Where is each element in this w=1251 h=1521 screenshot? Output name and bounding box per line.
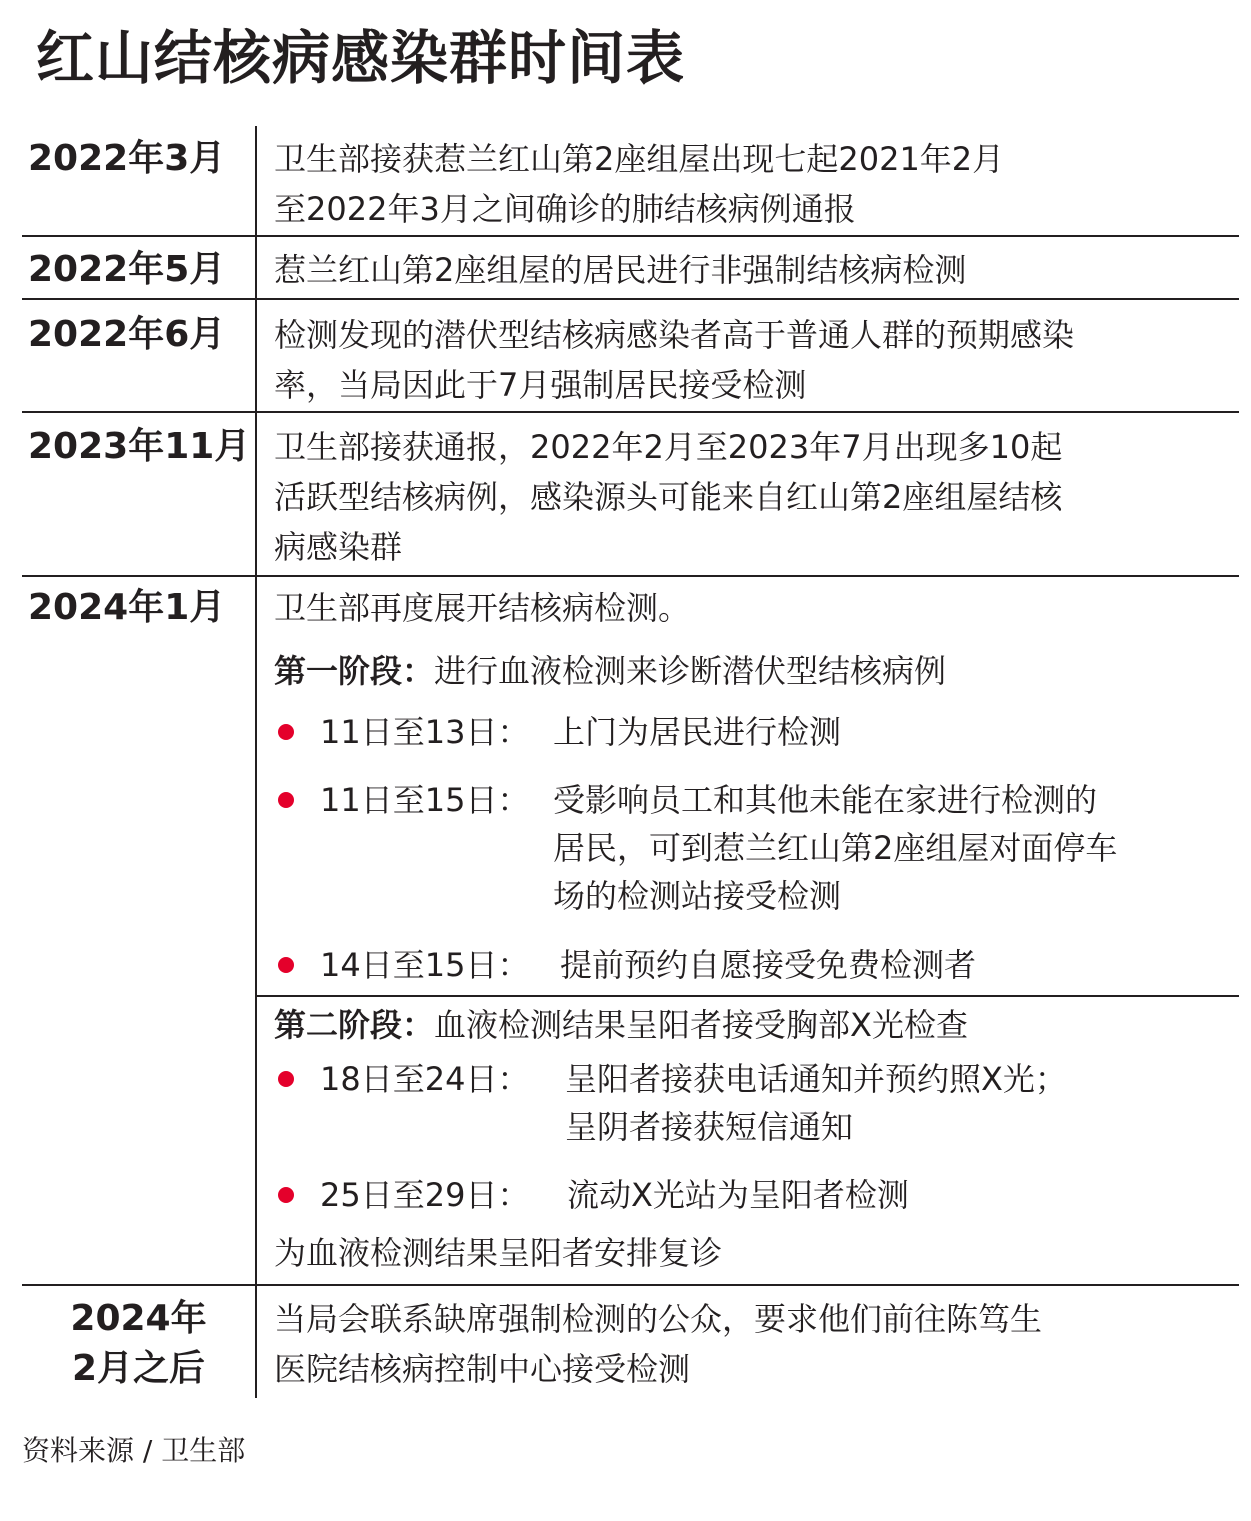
row-divider xyxy=(22,575,1239,577)
phase-heading xyxy=(274,1000,968,1050)
timeline-text: 检测发现的潜伏型结核病感染者高于普通人群的预期感染 xyxy=(274,316,1075,354)
bullet-text: 流动X光站为呈阳者检测 xyxy=(567,1176,909,1214)
timeline-date: 2024年 xyxy=(70,1298,207,1339)
bullet-text: 居民，可到惹兰红山第2座组屋对面停车 xyxy=(553,829,1118,867)
timeline-text: 活跃型结核病例，感染源头可能来自红山第2座组屋结核 xyxy=(274,478,1063,516)
timeline-date: 2月之后 xyxy=(71,1348,206,1389)
bullet-label: 11日至13日： xyxy=(320,713,530,751)
row-divider xyxy=(22,411,1239,413)
bullet-label: 14日至15日： xyxy=(320,946,530,984)
timeline-date: 2024年1月 xyxy=(28,587,226,628)
timeline-text: 至2022年3月之间确诊的肺结核病例通报 xyxy=(274,190,856,228)
bullet-label: 11日至15日： xyxy=(320,781,530,819)
bullet-text: 上门为居民进行检测 xyxy=(553,713,842,751)
timeline-date: 2022年6月 xyxy=(28,314,226,355)
bullet-dot-icon xyxy=(278,957,294,973)
bullet-text: 场的检测站接受检测 xyxy=(553,877,842,915)
timeline-date: 2023年11月 xyxy=(28,426,251,467)
timeline-text: 惹兰红山第2座组屋的居民进行非强制结核病检测 xyxy=(274,251,967,289)
source-note: 资料来源 / 卫生部 xyxy=(22,1434,246,1467)
phase-footer: 为血液检测结果呈阳者安排复诊 xyxy=(274,1234,723,1272)
timeline-text: 卫生部再度展开结核病检测。 xyxy=(274,589,691,627)
timeline-text: 卫生部接获惹兰红山第2座组屋出现七起2021年2月 xyxy=(274,140,1005,178)
phase-label: 第二阶段： xyxy=(274,1006,435,1044)
bullet-dot-icon xyxy=(278,1071,294,1087)
bullet-dot-icon xyxy=(278,724,294,740)
timeline-text: 卫生部接获通报，2022年2月至2023年7月出现多10起 xyxy=(274,428,1063,466)
bullet-text: 呈阳者接获电话通知并预约照X光； xyxy=(565,1060,1067,1098)
bullet-label: 25日至29日： xyxy=(320,1176,530,1214)
phase-label: 第一阶段： xyxy=(274,652,435,690)
page-title: 红山结核病感染群时间表 xyxy=(36,24,686,92)
timeline-text: 当局会联系缺席强制检测的公众，要求他们前往陈笃生 xyxy=(274,1300,1043,1338)
phase-heading xyxy=(274,646,946,696)
row-divider xyxy=(22,298,1239,300)
column-divider xyxy=(255,126,257,1398)
bullet-text: 呈阴者接获短信通知 xyxy=(565,1108,854,1146)
bullet-dot-icon xyxy=(278,1187,294,1203)
phase-text: 进行血液检测来诊断潜伏型结核病例 xyxy=(434,652,947,690)
bullet-label: 18日至24日： xyxy=(320,1060,530,1098)
bullet-dot-icon xyxy=(278,792,294,808)
row-divider xyxy=(22,1284,1239,1286)
bullet-text: 提前预约自愿接受免费检测者 xyxy=(560,946,977,984)
timeline-text: 病感染群 xyxy=(274,528,403,566)
phase-text: 血液检测结果呈阳者接受胸部X光检查 xyxy=(434,1006,968,1044)
timeline-text: 率，当局因此于7月强制居民接受检测 xyxy=(274,366,807,404)
timeline-text: 医院结核病控制中心接受检测 xyxy=(274,1350,691,1388)
row-divider xyxy=(22,235,1239,237)
phase-divider xyxy=(257,995,1239,997)
bullet-text: 受影响员工和其他未能在家进行检测的 xyxy=(553,781,1098,819)
timeline-date: 2022年5月 xyxy=(28,249,226,290)
timeline-date: 2022年3月 xyxy=(28,138,226,179)
